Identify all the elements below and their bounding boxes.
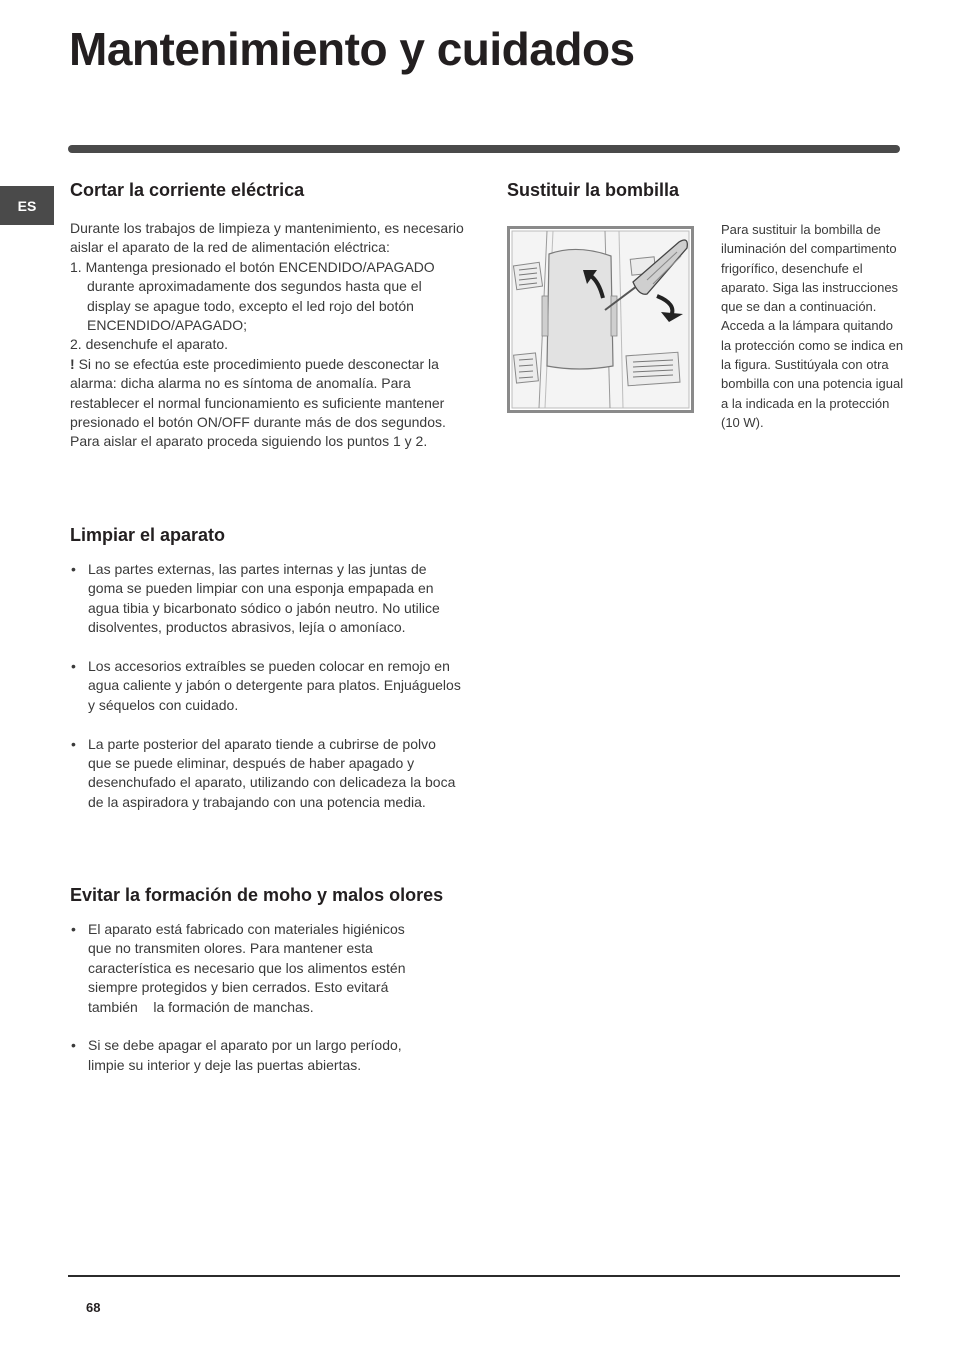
limpiar-list	[70, 560, 463, 832]
list-item: • Los accesorios extraíbles se pueden colocar en remojo en agua caliente y jabón o detergente para platos. Enjuáguelos y séquelos con cuidado.	[70, 657, 463, 715]
top-divider	[68, 145, 900, 153]
lamp-replacement-illustration	[507, 226, 694, 413]
cortar-warning-text: Si no se efectúa este procedimiento puede desconectar la alarma: dicha alarma no es síntoma de anomalía. Para restablecer el normal funcionamiento es suficiente mantener presionado el botón ON/OFF durante más de dos segundos. Para aislar el aparato proceda siguiendo los puntos 1 y 2.	[70, 355, 446, 450]
warning-mark: !	[70, 355, 75, 372]
page-title: Mantenimiento y cuidados	[69, 23, 635, 75]
list-item: • La parte posterior del aparato tiende a cubrirse de polvo que se puede eliminar, después de haber apagado y desenchufado el aparato, utilizando con delicadeza la boca de la aspiradora y trabajando con una potencia media.	[70, 735, 463, 813]
list-item: • Las partes externas, las partes internas y las juntas de goma se pueden limpiar con una esponja empapada en agua tibia y bicarbonato sódico o jabón neutro. No utilice disolventes, productos abrasivos, lejía o amoníaco.	[70, 560, 463, 638]
list-item: • El aparato está fabricado con materiales higiénicos que no transmiten olores. Para mantener esta característica es necesario que los alimentos estén siempre protegidos y bien cerrados. Esto evitará también la formación de manchas.	[70, 920, 430, 1017]
section-heading-bombilla: Sustituir la bombilla	[507, 180, 680, 200]
section-heading-cortar: Cortar la corriente eléctrica	[70, 180, 305, 200]
section-heading-limpiar: Limpiar el aparato	[70, 525, 226, 545]
cortar-step-1: 1. Mantenga presionado el botón ENCENDIDO/APAGADO durante aproximadamente dos segundos hasta que el display se apague todo, excepto el led rojo del botón ENCENDIDO/APAGADO;	[70, 258, 435, 334]
moho-list	[70, 920, 430, 1095]
cortar-step-2: 2. desenchufe el aparato.	[70, 336, 229, 353]
bombilla-text: Para sustituir la bombilla de iluminación del compartimento frigorífico, desenchufe el aparato. Siga las instrucciones que se dan a continuación. Acceda a la lámpara quitando la protección como se indica en la figura. Sustitúyala con otra bombilla con una potencia igual a la indicada en la protección (10 W).	[721, 222, 904, 430]
cortar-intro: Durante los trabajos de limpieza y mantenimiento, es necesario aislar el aparato de la red de alimentación eléctrica:	[70, 220, 464, 256]
bottom-divider	[68, 1275, 900, 1277]
language-tab: ES	[0, 186, 54, 225]
cortar-warning	[70, 355, 465, 452]
section-heading-moho: Evitar la formación de moho y malos olores	[70, 885, 444, 905]
page-number: 68	[86, 1300, 101, 1315]
section-cortar-body	[70, 219, 465, 452]
list-item: • Si se debe apagar el aparato por un largo período, limpie su interior y deje las puertas abiertas.	[70, 1036, 430, 1075]
